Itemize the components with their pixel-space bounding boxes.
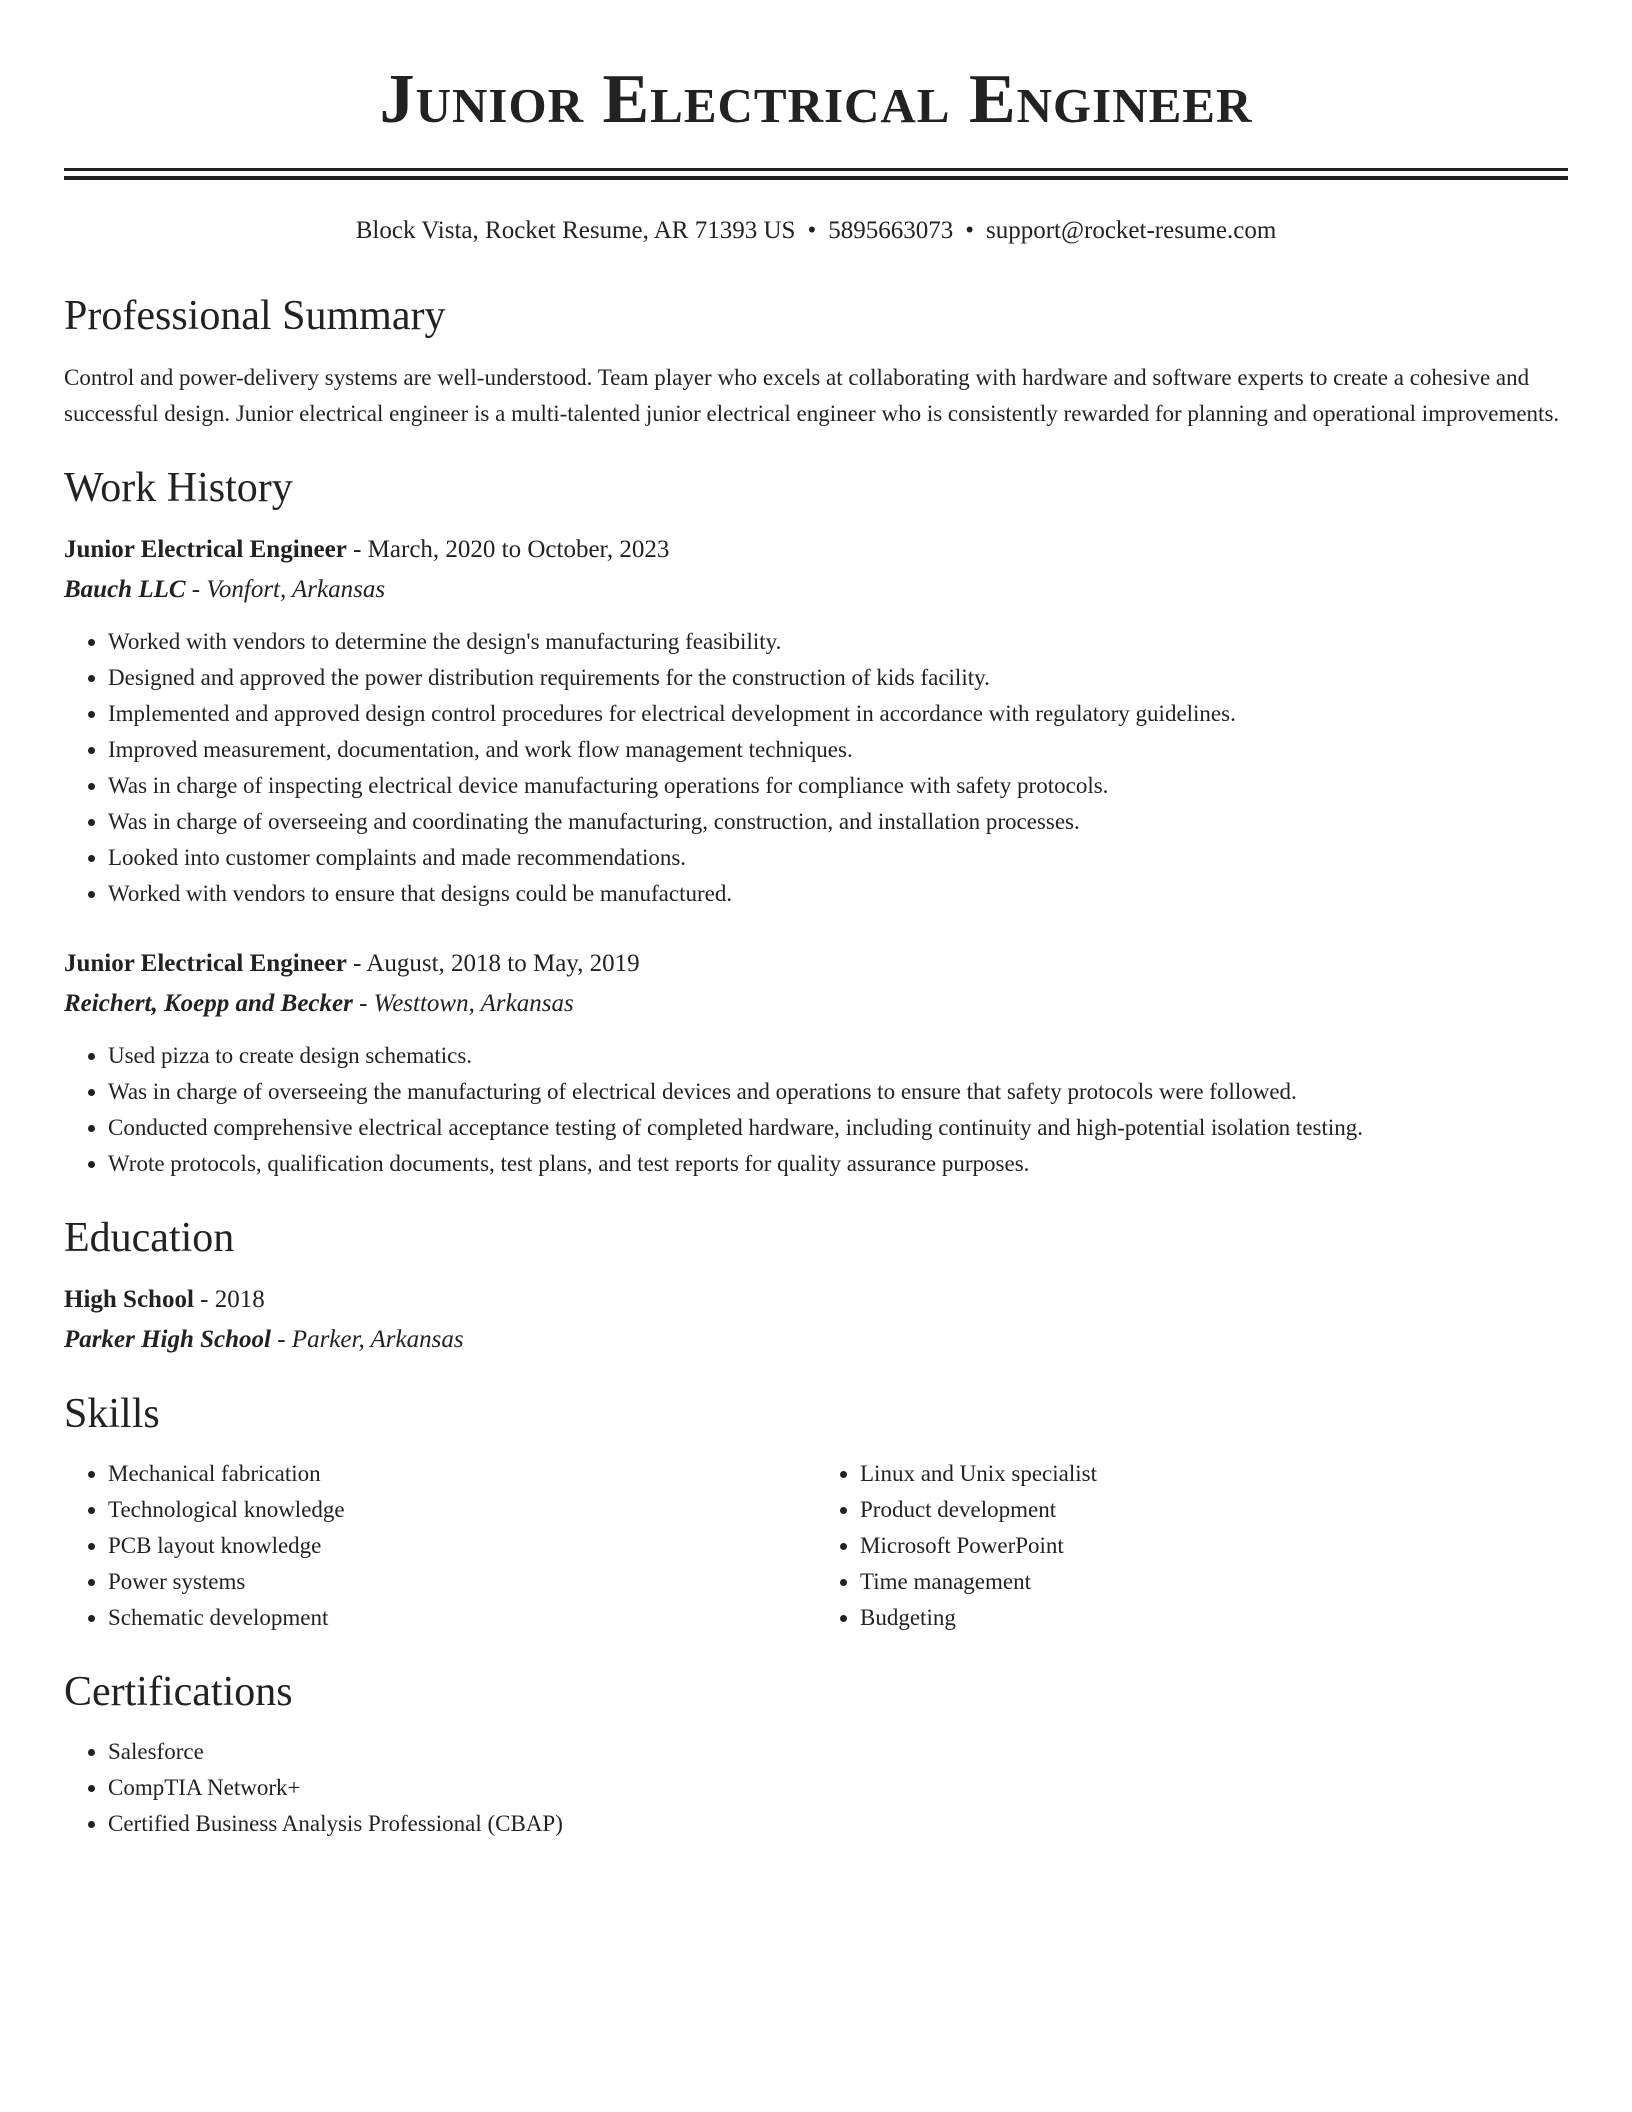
- job-duty: • Looked into customer complaints and made recommendations.: [108, 840, 1568, 876]
- skill-item: • Product development: [860, 1492, 1568, 1528]
- job-duty: • Worked with vendors to ensure that designs could be manufactured.: [108, 876, 1568, 912]
- skill-item: • Time management: [860, 1564, 1568, 1600]
- job-duty: • Used pizza to create design schematics.: [108, 1038, 1568, 1074]
- education-section: [64, 1212, 1568, 1358]
- skill-item: • Budgeting: [860, 1600, 1568, 1636]
- contact-address: Block Vista, Rocket Resume, AR 71393 US: [355, 217, 796, 244]
- job-duty: • Conducted comprehensive electrical acceptance testing of completed hardware, including continuity and high-potential isolation testing.: [108, 1110, 1568, 1146]
- summary-heading: Professional Summary: [64, 293, 446, 339]
- header-divider: [64, 168, 1568, 180]
- contact-line: [64, 215, 1568, 247]
- job-duty: • Implemented and approved design control procedures for electrical development in accordance with regulatory guidelines.: [108, 696, 1568, 732]
- work-history-heading: Work History: [64, 465, 293, 511]
- education-school: Parker High School: [64, 1326, 271, 1353]
- skill-item: • Mechanical fabrication: [108, 1456, 816, 1492]
- contact-separator: •: [807, 217, 817, 244]
- job-duty: • Designed and approved the power distribution requirements for the construction of kids facility.: [108, 660, 1568, 696]
- education-year: - 2018: [193, 1286, 265, 1313]
- certification-item: • Certified Business Analysis Professional (CBAP): [108, 1806, 1568, 1842]
- certification-item: • CompTIA Network+: [108, 1770, 1568, 1806]
- skill-item: • Microsoft PowerPoint: [860, 1528, 1568, 1564]
- certifications-section: [64, 1666, 1568, 1842]
- skill-item: • PCB layout knowledge: [108, 1528, 816, 1564]
- job-dates: - August, 2018 to May, 2019: [346, 950, 640, 977]
- job-duties-list: [64, 1038, 1568, 1182]
- skills-section: [64, 1388, 1568, 1636]
- job-entry: [64, 946, 1568, 1182]
- skills-list-right: [816, 1456, 1568, 1636]
- skill-item: • Schematic development: [108, 1600, 816, 1636]
- job-company: Bauch LLC: [64, 576, 186, 603]
- contact-email: support@rocket-resume.com: [985, 217, 1277, 244]
- job-duty: • Improved measurement, documentation, and work flow management techniques.: [108, 732, 1568, 768]
- work-history-section: [64, 462, 1568, 1182]
- job-duties-list: [64, 624, 1568, 912]
- job-title: Junior Electrical Engineer: [64, 950, 347, 977]
- certifications-heading: Certifications: [64, 1669, 293, 1715]
- job-title: Junior Electrical Engineer: [64, 536, 347, 563]
- job-location: - Westtown, Arkansas: [352, 990, 574, 1017]
- skill-item: • Power systems: [108, 1564, 816, 1600]
- education-location: - Parker, Arkansas: [270, 1326, 464, 1353]
- job-title-line: [64, 946, 1568, 982]
- skills-heading: Skills: [64, 1391, 160, 1437]
- contact-phone: 5895663073: [828, 217, 954, 244]
- education-degree-line: [64, 1282, 1568, 1318]
- skill-item: • Linux and Unix specialist: [860, 1456, 1568, 1492]
- skills-list-left: [64, 1456, 816, 1636]
- certification-item: • Salesforce: [108, 1734, 1568, 1770]
- education-heading: Education: [64, 1215, 235, 1261]
- resume-name: Junior Electrical Engineer: [379, 61, 1253, 138]
- job-company-line: [64, 986, 1568, 1022]
- job-dates: - March, 2020 to October, 2023: [346, 536, 670, 563]
- job-duty: • Was in charge of overseeing and coordinating the manufacturing, construction, and installation processes.: [108, 804, 1568, 840]
- job-company-line: [64, 572, 1568, 608]
- education-degree: High School: [64, 1286, 194, 1313]
- job-duty: • Was in charge of inspecting electrical device manufacturing operations for compliance with safety protocols.: [108, 768, 1568, 804]
- job-entry: [64, 532, 1568, 912]
- job-duty: • Wrote protocols, qualification documents, test plans, and test reports for quality assurance purposes.: [108, 1146, 1568, 1182]
- job-location: - Vonfort, Arkansas: [185, 576, 386, 603]
- job-duty: • Worked with vendors to determine the design's manufacturing feasibility.: [108, 624, 1568, 660]
- certifications-list: [64, 1734, 1568, 1842]
- job-company: Reichert, Koepp and Becker: [64, 990, 353, 1017]
- summary-section: [64, 290, 1568, 432]
- job-title-line: [64, 532, 1568, 568]
- resume-body: [64, 290, 1568, 1842]
- skill-item: • Technological knowledge: [108, 1492, 816, 1528]
- job-duty: • Was in charge of overseeing the manufacturing of electrical devices and operations to ensure that safety protocols were followed.: [108, 1074, 1568, 1110]
- summary-text: Control and power-delivery systems are well-understood. Team player who excels at collaborating with hardware and software experts to create a cohesive and successful design. Junior electrical engineer is a multi-talented junior electrical engineer who is consistently rewarded for planning and operational improvements.: [64, 365, 1560, 426]
- skills-grid: [64, 1456, 1568, 1636]
- education-school-line: [64, 1322, 1568, 1358]
- contact-separator: •: [965, 217, 974, 244]
